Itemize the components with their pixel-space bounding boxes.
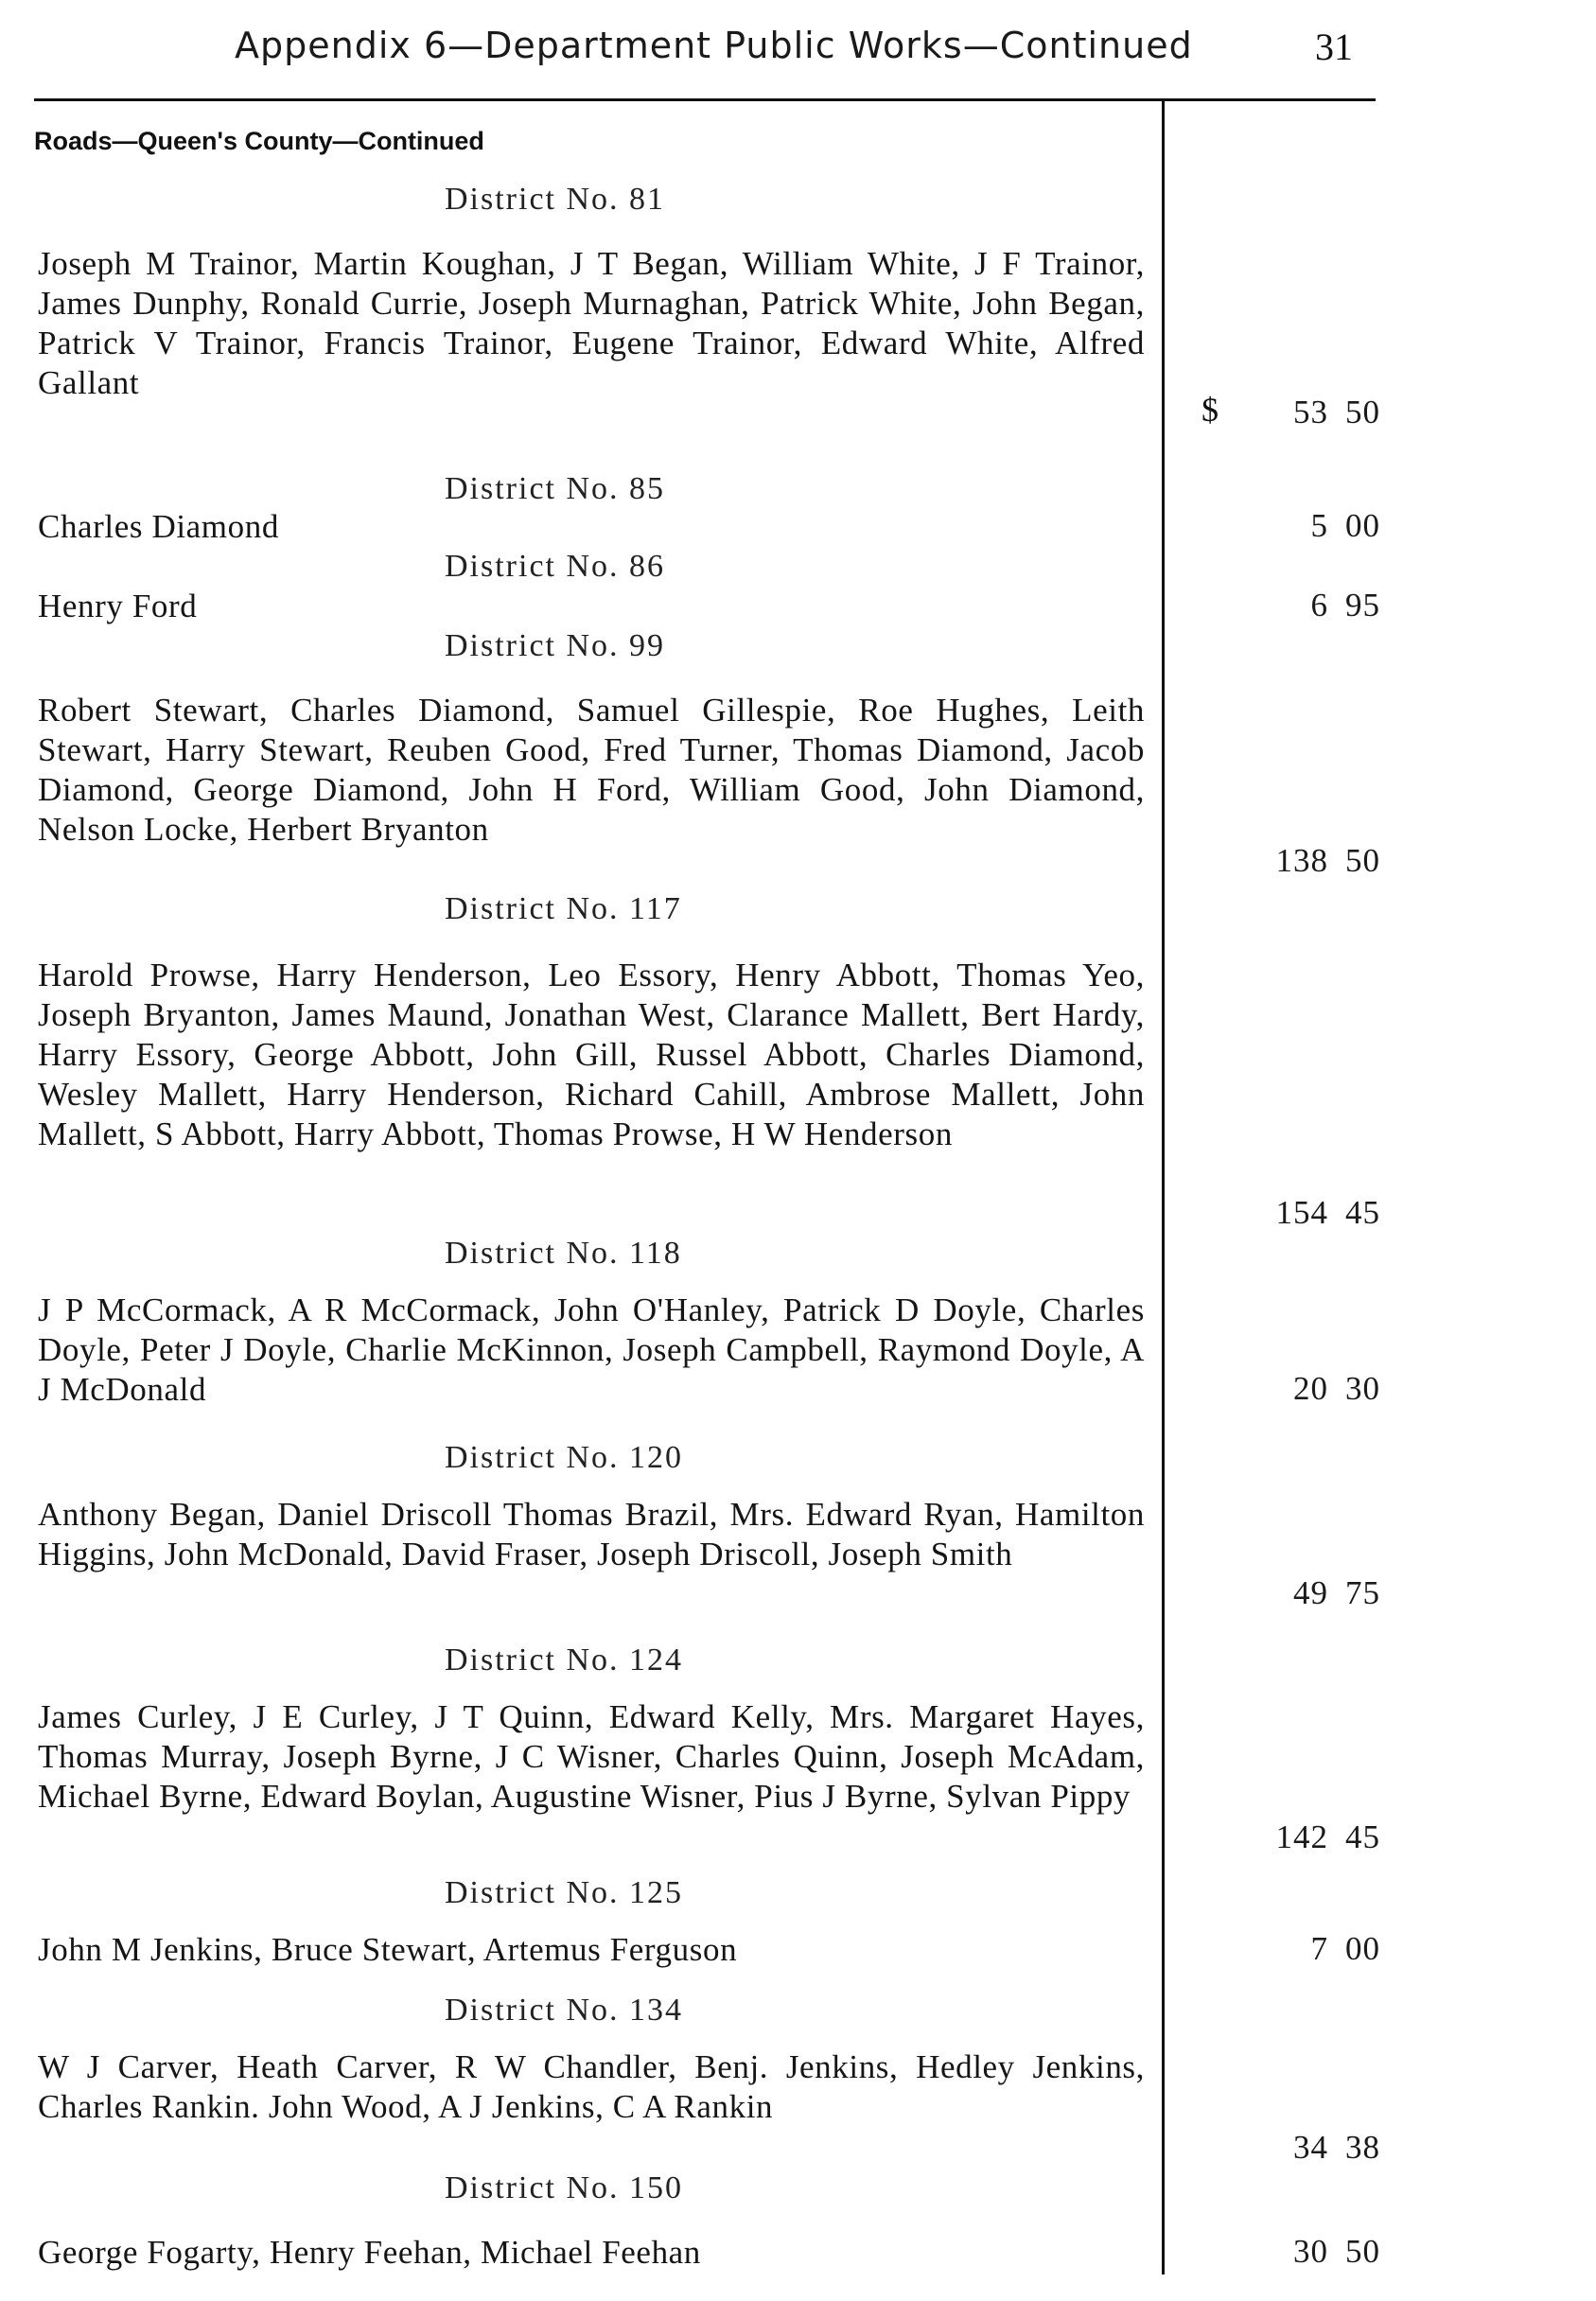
district-heading: District No. 117 [445,891,682,926]
amount-dollars: 154 [1275,1194,1328,1231]
currency-symbol: $ [1201,391,1219,429]
amount-dollars: 5 [1310,507,1328,544]
amount-dollars: 7 [1310,1930,1328,1967]
district-heading: District No. 120 [445,1440,684,1475]
amount [1293,1370,1380,1408]
district-heading: District No. 81 [445,182,666,217]
amount [1311,1930,1381,1968]
amount-dollars: 142 [1275,1818,1328,1855]
amount-cents: 38 [1345,2129,1380,2166]
amount-cents: 95 [1345,587,1380,624]
names-list: Joseph M Trainor, Martin Koughan, J T Began, William White, J F Trainor, James Dunphy, Ronald Currie, Joseph Murnaghan, Patrick White, John Began, Patrick V Trainor, Francis Trainor, Eugene Trainor, Edward White, Alfred Gallant [38,245,1145,401]
amount-dollars: 20 [1293,1370,1328,1407]
names-list: W J Carver, Heath Carver, R W Chandler, Benj. Jenkins, Hedley Jenkins, Charles Rankin. John Wood, A J Jenkins, C A Rankin [38,2048,1145,2125]
names-list: George Fogarty, Henry Feehan, Michael Feehan [38,2234,701,2271]
amount-dollars: 49 [1293,1574,1328,1611]
names-list: Anthony Began, Daniel Driscoll Thomas Brazil, Mrs. Edward Ryan, Hamilton Higgins, John McDonald, David Fraser, Joseph Driscoll, Joseph Smith [38,1496,1145,1572]
names-list: Robert Stewart, Charles Diamond, Samuel Gillespie, Roe Hughes, Leith Stewart, Harry Stewart, Reuben Good, Fred Turner, Thomas Diamond, Jacob Diamond, George Diamond, John H Ford, William Good, John Diamond, Nelson Locke, Herbert Bryanton [38,692,1145,848]
amount [1293,394,1380,431]
amount-column-rule [1162,98,1165,2275]
amount [1276,1194,1381,1232]
district-heading: District No. 134 [445,1993,684,2028]
page-header [0,19,1596,76]
amount-cents: 45 [1345,1194,1380,1231]
amount-cents: 50 [1345,2233,1380,2270]
district-heading: District No. 118 [445,1236,682,1271]
district-heading: District No. 124 [445,1642,684,1677]
amount-dollars: 34 [1293,2129,1328,2166]
amount [1311,507,1381,545]
amount [1276,1818,1381,1856]
amount-dollars: 30 [1293,2233,1328,2270]
amount [1276,842,1381,880]
amount-cents: 75 [1345,1574,1380,1611]
amount-cents: 30 [1345,1370,1380,1407]
amount [1293,2129,1380,2167]
amount-cents: 00 [1345,507,1380,544]
amount-cents: 00 [1345,1930,1380,1967]
names-list: Harold Prowse, Harry Henderson, Leo Essory, Henry Abbott, Thomas Yeo, Joseph Bryanton, James Maund, Jonathan West, Clarance Mallett, Bert Hardy, Harry Essory, George Abbott, John Gill, Russel Abbott, Charles Diamond, Wesley Mallett, Harry Henderson, Richard Cahill, Ambrose Mallett, John Mallett, S Abbott, Harry Abbott, Thomas Prowse, H W Henderson [38,957,1145,1152]
amount-cents: 50 [1345,842,1380,879]
amount-dollars: 6 [1310,587,1328,624]
page-title: Appendix 6—Department Public Works—Continued [235,25,1193,66]
page-number: 31 [1315,26,1353,68]
district-heading: District No. 99 [445,628,666,663]
amount [1311,587,1381,624]
amount-dollars: 53 [1293,394,1328,430]
amount [1293,2233,1380,2271]
amount-cents: 50 [1345,394,1380,430]
names-list: John M Jenkins, Bruce Stewart, Artemus Ferguson [38,1931,738,1968]
district-heading: District No. 86 [445,549,666,584]
amount-cents: 45 [1345,1818,1380,1855]
amount [1293,1574,1380,1612]
names-list: J P McCormack, A R McCormack, John O'Hanley, Patrick D Doyle, Charles Doyle, Peter J Doyle, Charlie McKinnon, Joseph Campbell, Raymond Doyle, A J McDonald [38,1291,1145,1408]
district-heading: District No. 150 [445,2170,684,2205]
header-rule [34,98,1376,101]
names-list: James Curley, J E Curley, J T Quinn, Edward Kelly, Mrs. Margaret Hayes, Thomas Murray, Joseph Byrne, J C Wisner, Charles Quinn, Joseph McAdam, Michael Byrne, Edward Boylan, Augustine Wisner, Pius J Byrne, Sylvan Pippy [38,1698,1145,1815]
district-heading: District No. 85 [445,471,666,506]
district-heading: District No. 125 [445,1875,684,1910]
amount-dollars: 138 [1275,842,1328,879]
section-title: Roads—Queen's County—Continued [34,127,484,155]
names-list: Henry Ford [38,588,198,624]
names-list: Charles Diamond [38,508,279,545]
